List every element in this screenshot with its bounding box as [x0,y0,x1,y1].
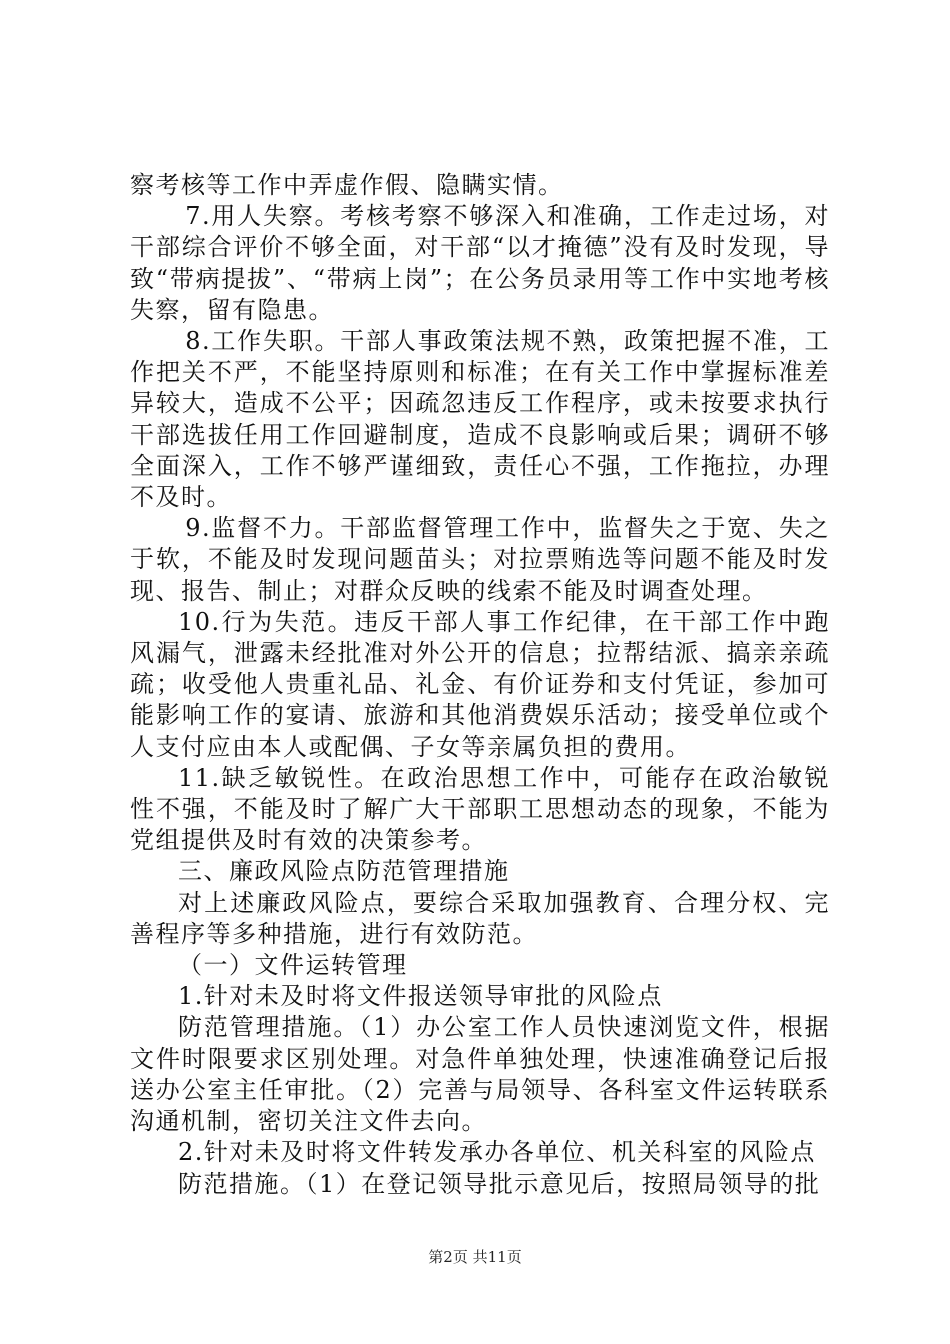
paragraph-risk-1: 1.针对未及时将文件报送领导审批的风险点 [178,982,663,1011]
paragraph-continuation: 察考核等工作中弄虚作假、隐瞒实情。 [130,171,564,199]
document-body [130,170,830,1200]
paragraph-item-11: 11.缺乏敏锐性。在政治思想工作中，可能存在政治敏锐性不强，不能及时了解广大干部职工思想动态的现象，不能为党组提供及时有效的决策参考。 [130,763,830,855]
paragraph-item-10: 10.行为失范。违反干部人事工作纪律，在干部工作中跑风漏气，泄露未经批准对外公开的信息；拉帮结派、搞亲亲疏疏；收受他人贵重礼品、礼金、有价证券和支付凭证，参加可能影响工作的宴请、旅游和其他消费娱乐活动；接受单位或个人支付应由本人或配偶、子女等亲属负担的费用。 [130,607,830,761]
paragraph-section-intro: 对上述廉政风险点，要综合采取加强教育、合理分权、完善程序等多种措施，进行有效防范。 [130,888,830,948]
paragraph-measures-1: 防范管理措施。（1）办公室工作人员快速浏览文件，根据文件时限要求区别处理。对急件单独处理，快速准确登记后报送办公室主任审批。（2）完善与局领导、各科室文件运转联系沟通机制，密切关注文件去向。 [130,1013,830,1136]
subsection-heading-1: （一）文件运转管理 [178,951,408,980]
paragraph-measures-2: 防范措施。（1）在登记领导批示意见后，按照局领导的批 [178,1169,821,1198]
paragraph-item-8: 8.工作失职。干部人事政策法规不熟，政策把握不准，工作把关不严，不能坚持原则和标准；在有关工作中掌握标准差异较大，造成不公平；因疏忽违反工作程序，或未按要求执行干部选拔任用工作回避制度，造成不良影响或后果；调研不够全面深入，工作不够严谨细致，责任心不强，工作拖拉，办理不及时。 [130,327,830,512]
section-heading-3: 三、廉政风险点防范管理措施 [178,857,510,886]
paragraph-risk-2: 2.针对未及时将文件转发承办各单位、机关科室的风险点 [178,1138,816,1167]
page-number-footer: 第2页 共11页 [428,1248,522,1266]
paragraph-item-7: 7.用人失察。考核考察不够深入和准确，工作走过场，对干部综合评价不够全面，对干部“以才掩德”没有及时发现，导致“带病提拔”、“带病上岗”；在公务员录用等工作中实地考核失察，留有隐患。 [130,202,830,324]
paragraph-item-9: 9.监督不力。干部监督管理工作中，监督失之于宽、失之于软，不能及时发现问题苗头；对拉票贿选等问题不能及时发现、报告、制止；对群众反映的线索不能及时调查处理。 [130,514,830,605]
